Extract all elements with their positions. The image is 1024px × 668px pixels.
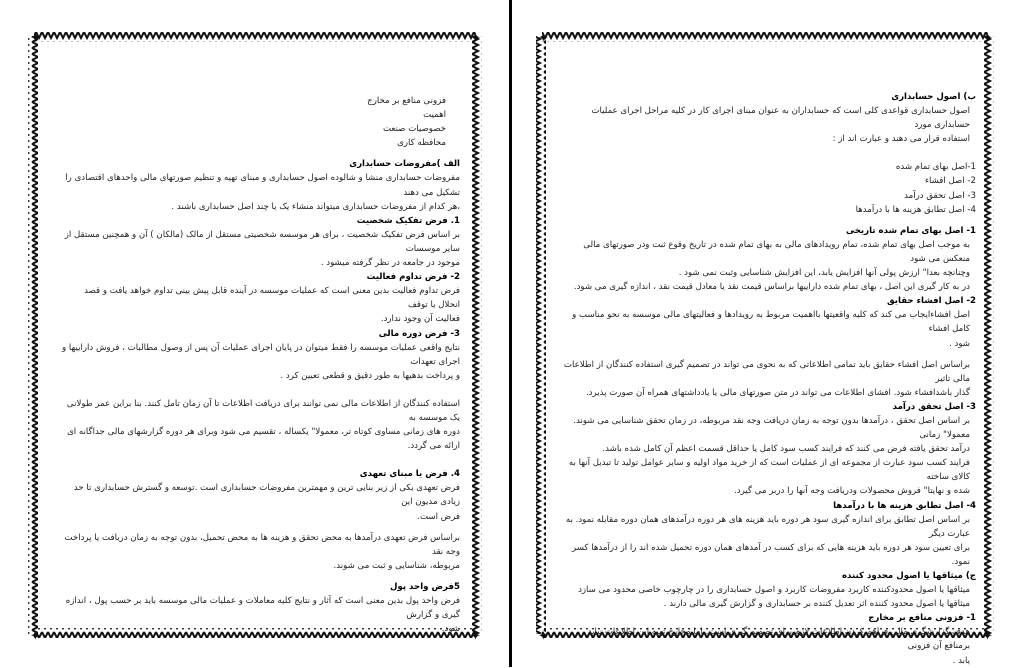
svg-text:✦: ✦ [30, 629, 41, 644]
left-page-content [60, 94, 460, 636]
paragraph: شده و نهایتا" فروش محصولات ودریافت وجه آنها را دربر می گیرد. [734, 486, 970, 497]
paragraph: فرض تداوم فعالیت بدین معنی است که عملیات موسسه در آینده قابل پیش بینی تداوم خواهد یافت و قصد انحلال یا توقف [84, 286, 460, 311]
paragraph: وچنانچه بعدا" ارزش پولی آنها افزایش یابد، این افزایش شناسایی وثبت نمی شود . [678, 268, 970, 279]
list-item: 1-اصل بهای تمام شده [895, 162, 976, 173]
subheading: 1- اصل بهای تمام شده تاریخی [846, 225, 976, 236]
paragraph: فرض تعهدی یکی از زیر بنایی ترین و مهمترین مفروضات حسابداری است .توسعه و گسترش حسابداری تا حد زیادی مدیون این [73, 483, 460, 508]
paragraph: فرض واحد پول بدین معنی است که آثار و نتایج کلیه معاملات و عملیات مالی موسسه باید بر حسب پول ، اندازه گیری و گزارش [65, 596, 460, 621]
subheading: 1- فزونی منافع بر مخارج [868, 613, 976, 624]
paragraph: در به کار گیری این اصل ، بهای تمام شده داراییها براساس قیمت نقد یا معادل قیمت نقد ، اندازه گیری می شود. [573, 282, 970, 293]
paragraph: گذار باشدافشاء شود. افشای اطلاعات می تواند در متن صورتهای مالی یا یادداشتهای همراه آن صورت پذیرد. [585, 387, 970, 398]
toc-item: محافظه کاری [397, 138, 446, 149]
subheading: 4. فرض یا مبنای تعهدی [359, 469, 460, 480]
svg-text:✦: ✦ [30, 31, 41, 46]
paragraph: بر اساس فرض تفکیک شخصیت ، برای هر موسسه شخصیتی مستقل از مالک (مالکان ) آن و همچنین مستقل از سایر موسسات [64, 229, 460, 254]
paragraph: موجود در جامعه در نظر گرفته میشود . [320, 258, 460, 269]
svg-text:✦: ✦ [982, 31, 993, 46]
toc-item: اهمیت [423, 110, 446, 121]
section-heading: ب) اصول حسابداری [891, 92, 976, 102]
paragraph: مفروضات حسابداری منشا و شالوده اصول حسابداری و مبنای تهیه و تنظیم صورتهای مالی واحدهای اقتصادی را تشکیل می دهند [65, 173, 460, 198]
section-heading: الف )مفروضات حسابداری [349, 159, 460, 170]
paragraph: اصول حسابداری قواعدی کلی است که حسابداران به عنوان مبنای اجرای کار در کلیه مراحل اجرای عملیات حسابداری مورد [591, 106, 970, 131]
subheading: 3- اصل تحقق درآمد [892, 401, 976, 412]
paragraph: دوره های زمانی مساوی کوتاه تر، معمولا" یکساله ، تقسیم می شود وبرای هر دوره گزارشهای مالی جداگانه ای ارائه می گردد. [67, 427, 460, 452]
paragraph: ،هر کدام از مفروضات حسابداری میتواند منشاء یک یا چند اصل حسابداری باشند . [171, 201, 460, 212]
list-item: 3- اصل تحقق درآمد [904, 190, 976, 201]
paragraph: شود. [441, 624, 460, 635]
list-item: 4- اصل تطابق هزینه ها با درآمدها [855, 204, 976, 215]
paragraph: میثاقها یا اصول محدود کننده اثر تعدیل کننده بر حسابداری و گزارش گیری مالی دارند . [663, 599, 970, 610]
paragraph: استفاده قرار می دهند و عبارت اند از : [832, 134, 970, 145]
paragraph: بر اساس اصل تطابق برای اندازه گیری سود هر دوره باید هزینه های هر دوره درآمدهای همان دوره مقابله نمود. به عبارت دیگر [565, 514, 970, 539]
paragraph: نتایج واقعی عملیات موسسه را فقط میتوان در پایان اجرای عملیات آن پس از وصول مطالبات ، فروش داراییها و اجرای تعهدات [62, 342, 460, 367]
paragraph: مربوطه، شناسایی و ثبت می شوند. [333, 560, 460, 571]
paragraph: برای تعیین سود هر دوره باید هزینه هایی که برای کسب در آمدهای همان دوره تحمیل شده اند را از درآمدها کسر نمود. [571, 542, 970, 567]
svg-text:✦: ✦ [470, 629, 481, 644]
paragraph: فعالیت آن وجود ندارد. [380, 314, 460, 325]
paragraph: براساس فرض تعهدی درآمدها به محض تحقق و هزینه ها به محض تحمیل، بدون توجه به زمان دریافت یا پرداخت وجه نقد [64, 532, 460, 557]
paragraph: و پرداخت بدهیها به طور دقیق و قطعی تعیین کرد . [280, 370, 460, 381]
subheading: 5فرض واحد پول [389, 581, 460, 592]
subheading: 3- فرض دوره مالی [378, 328, 460, 339]
paragraph: اصل افشاءایجاب می کند که کلیه واقعیتها بااهمیت مربوط به رویدادها و فعالیتهای مالی موسسه به نحو مناسب و کامل افشاء [572, 310, 970, 335]
paragraph: به موجب اصل بهای تمام شده، تمام رویدادهای مالی به بهای تمام شده در تاریخ وقوع ثبت ودر صورتهای مالی منعکس می شود [583, 239, 970, 264]
paragraph: هدف گزارشگری مالی فراهم کردن اطلاعات لازم برای تصمیم گیری است. اما مخارج تهیه این اطلاعات نباید برمنافع آن فزونی [587, 627, 970, 652]
paragraph: بر اساس اصل تحقق ، درآمدها بدون توجه به زمان دریافت وجه نقد مربوطه، در زمان تحقق شناسایی می شوند. معمولا" زمانی [573, 415, 970, 441]
paragraph: فرض است. [417, 511, 460, 522]
svg-text:✦: ✦ [538, 629, 549, 644]
paragraph: یابد . [952, 655, 970, 666]
subheading: ج) میثاقها یا اصول محدود کننده [841, 571, 976, 581]
paragraph: براساس اصل افشاء حقایق باید تمامی اطلاعاتی که به نحوی می تواند در تصمیم گیری استفاده کنندگان از اطلاعات مالی تاثیر [563, 359, 970, 384]
subheading: 2- اصل افشاء حقایق [887, 296, 976, 307]
svg-text:✦: ✦ [470, 31, 481, 46]
paragraph: درآمد تحقق یافته فرض می کنند که فرایند کسب سود کامل یا حداقل قسمت اعظم آن کامل شده باشد. [602, 444, 970, 455]
subheading: 1. فرض تفکیک شخصیت [356, 215, 460, 226]
paragraph: شود . [949, 338, 970, 349]
paragraph: میثاقها یا اصول محدودکننده کاربرد مفروضات کاربرد و اصول حسابداری را در چارچوب خاصی محدود می سازد [578, 585, 970, 596]
document-page-left [0, 0, 509, 667]
svg-text:✦: ✦ [538, 31, 549, 46]
toc-list [60, 94, 460, 150]
paragraph: فرایند کسب سود عبارت از مجموعه ای از عملیات است که از خرید مواد اولیه و سایر عوامل تولید تا تبدیل آنها به کالای ساخته [568, 458, 970, 483]
toc-item: خصوصیات صنعت [382, 124, 446, 135]
right-page-content [560, 90, 976, 668]
svg-text:✦: ✦ [982, 629, 993, 644]
document-page-right [512, 0, 1024, 667]
paragraph: استفاده کنندگان از اطلاعات مالی نمی توانند برای دریافت اطلاعات تا آن زمان تامل کنند. بنا براین عمر طولانی یک موسسه به [66, 398, 460, 423]
toc-item: فزونی منافع بر مخارج [367, 96, 446, 106]
subheading: 4- اصل تطابق هزینه ها با درآمدها [833, 500, 976, 511]
list-item: 2- اصل افشاء [924, 176, 976, 187]
subheading: 2- فرض تداوم فعالیت [366, 272, 460, 283]
